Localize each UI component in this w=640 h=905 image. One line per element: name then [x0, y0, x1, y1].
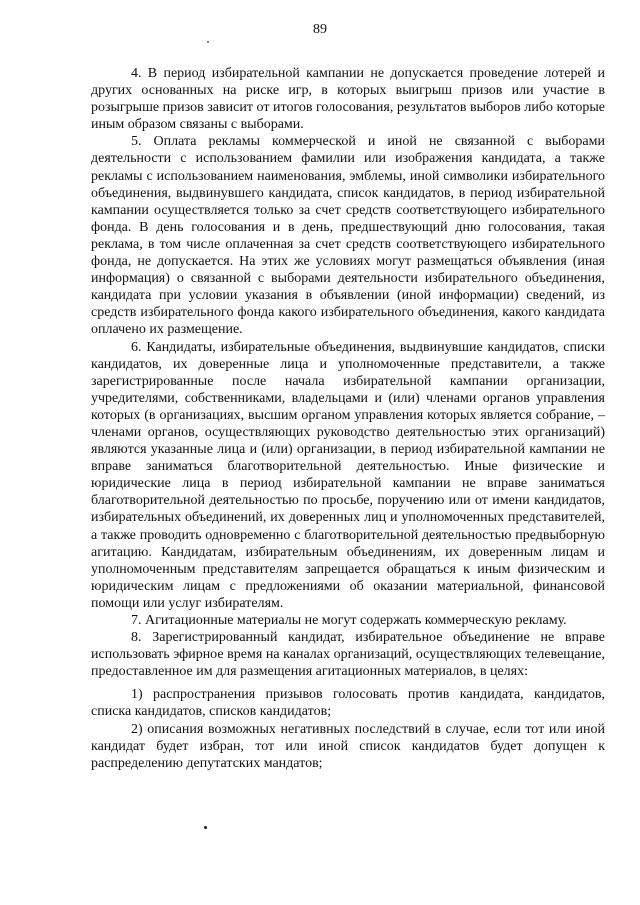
document-body [91, 65, 605, 772]
paragraph-6: 6. Кандидаты, избирательные объединения, выдвинувшие кандидатов, списки кандидатов, их доверенные лица и уполномоченные представители, а также зарегистрированные после начала избирательной кампании организации, учредителями, собственниками, владельцами и (или) членами органов управления которых (в организациях, высшим органом управления которых является собрание, – членами органов, осуществляющих руководство деятельностью этих организаций) являются указанные лица и (или) организации, в период избирательной кампании не вправе заниматься благотворительной деятельностью. Иные физические и юридические лица в период избирательной кампании не вправе заниматься благотворительной деятельностью по просьбе, поручению или от имени кандидатов, избирательных объединений, их доверенных лиц и уполномоченных представителей, а также проводить одновременно с благотворительной деятельностью предвыборную агитацию. Кандидатам, избирательным объединениям, их доверенным лицам и уполномоченным представителям запрещается обращаться к иным физическим и юридическим лицам с предложениями об оказании материальной, финансовой помощи или услуг избирателям. [91, 339, 605, 611]
scan-speck [204, 826, 207, 829]
paragraph-8: 8. Зарегистрированный кандидат, избирательное объединение не вправе использовать эфирное время на каналах организаций, осуществляющих телевещание, предоставленное им для размещения агитационных материалов, в целях: [91, 630, 605, 680]
paragraph-4: 4. В период избирательной кампании не допускается проведение лотерей и других основанных на риске игр, в которых выигрыш призов или участие в розыгрыше призов зависит от итогов голосования, результатов выборов либо которые иным образом связаны с выборами. [91, 66, 605, 133]
paragraph-7: 7. Агитационные материалы не могут содержать коммерческую рекламу. [131, 613, 567, 628]
page-number: 89 [313, 22, 327, 37]
list-item-2: 2) описания возможных негативных последствий в случае, если тот или иной кандидат будет избран, тот или иной список кандидатов будет допущен к распределению депутатских мандатов; [91, 721, 605, 771]
scan-speck [207, 41, 209, 43]
list-item-1: 1) распространения призывов голосовать против кандидата, кандидатов, списка кандидатов, списков кандидатов; [91, 687, 605, 720]
paragraph-5: 5. Оплата рекламы коммерческой и иной не связанной с выборами деятельности с использованием фамилии или изображения кандидата, а также рекламы с использованием наименования, эмблемы, иной символики избирательного объединения, выдвинувшего кандидата, список кандидатов, в период избирательной кампании осуществляется только за счет средств соответствующего избирательного фонда. В день голосования и в день, предшествующий дню голосования, такая реклама, в том числе оплаченная за счет средств соответствующего избирательного фонда, не допускается. На этих же условиях могут размещаться объявления (иная информация) о связанной с выборами деятельности избирательного объединения, кандидата при условии указания в объявлении (иной информации) сведений, из средств избирательного фонда какого избирательного объединения, какого кандидата оплачено их размещение. [91, 134, 605, 338]
